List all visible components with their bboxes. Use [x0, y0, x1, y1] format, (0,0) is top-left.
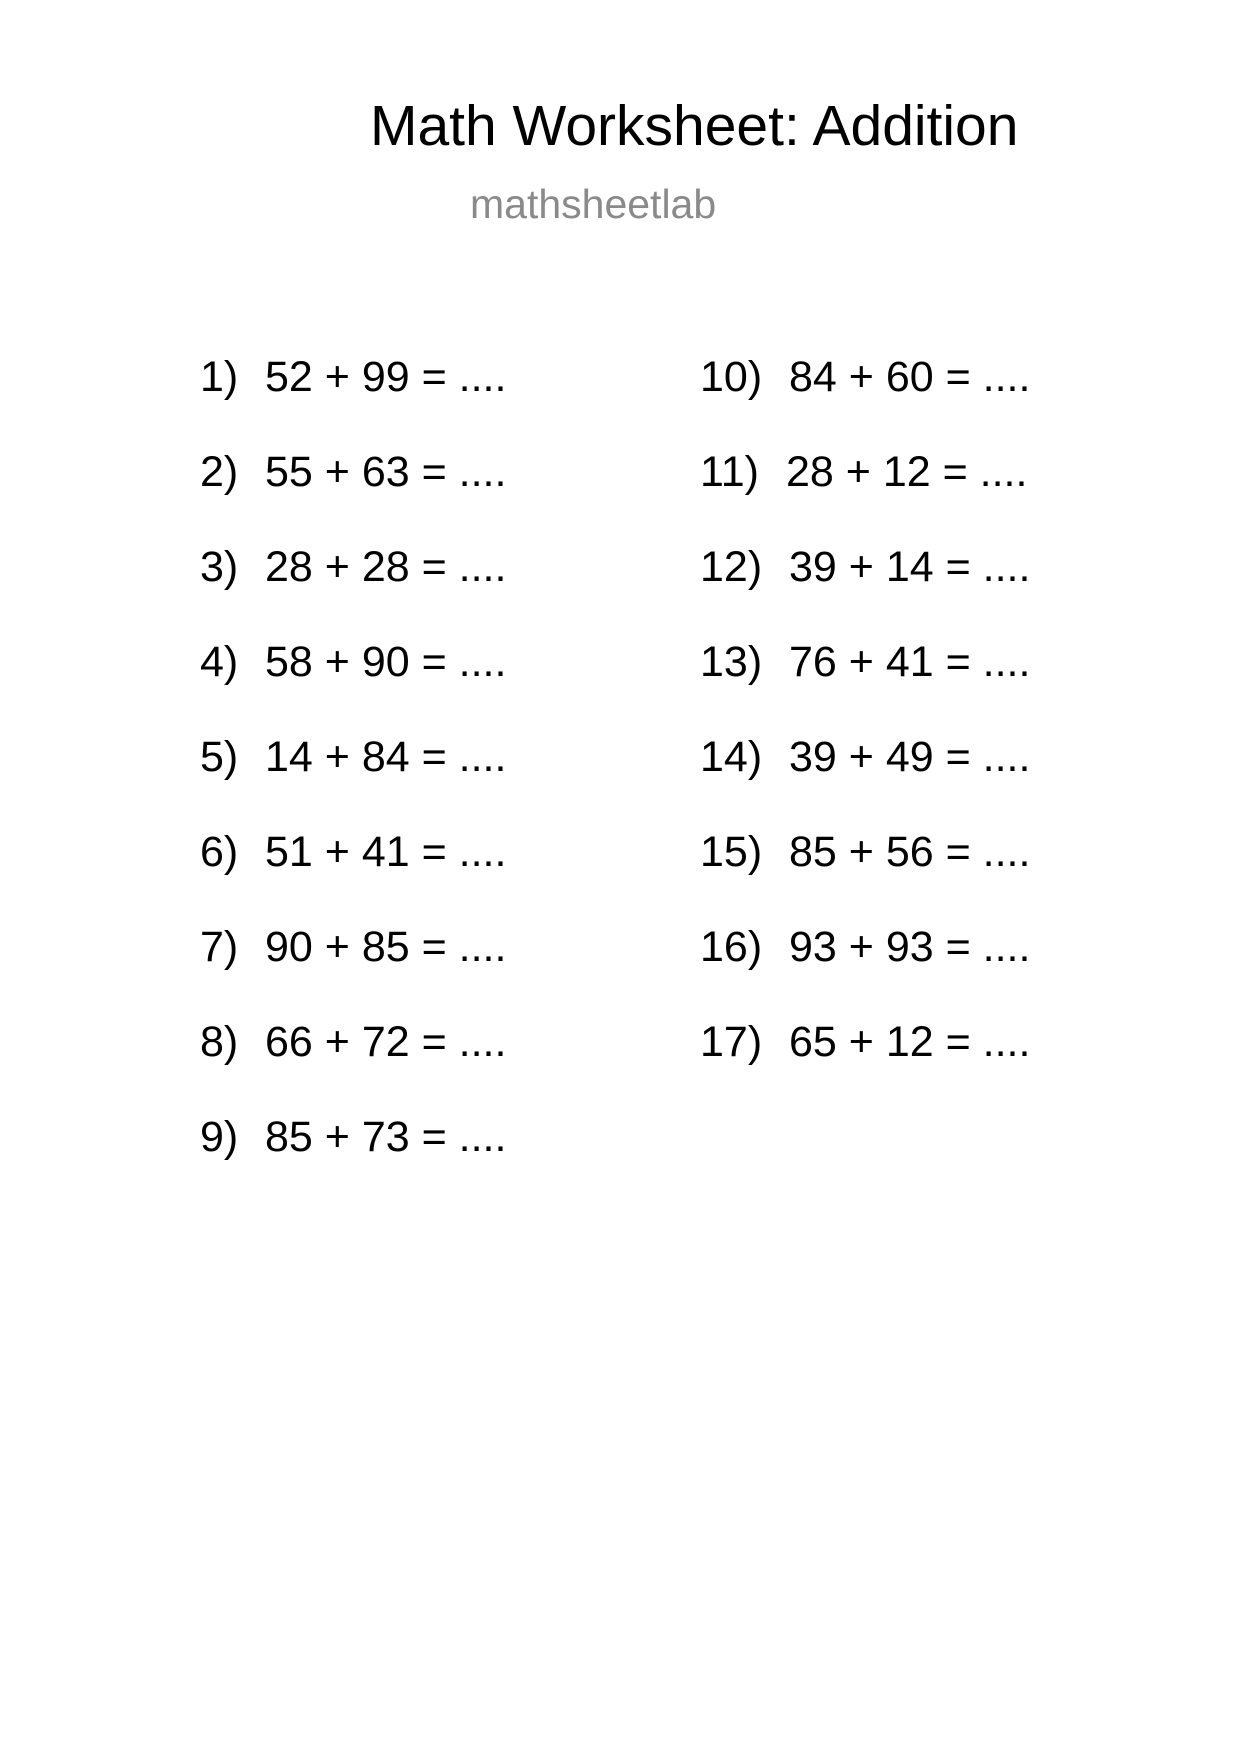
- problem-number: 10): [700, 353, 763, 401]
- problem-expression: 58 + 90 = ....: [265, 638, 507, 686]
- problem-number: 5): [200, 733, 239, 781]
- page-title: Math Worksheet: Addition: [370, 94, 1019, 158]
- problem-expression: 93 + 93 = ....: [789, 923, 1031, 971]
- problem-expression: 28 + 28 = ....: [265, 543, 507, 591]
- problem-number: 3): [200, 543, 239, 591]
- problem-expression: 66 + 72 = ....: [265, 1018, 507, 1066]
- problem-expression: 14 + 84 = ....: [265, 733, 507, 781]
- problem-item: [200, 353, 507, 401]
- problem-item: [700, 543, 1031, 591]
- problem-expression: 52 + 99 = ....: [265, 353, 507, 401]
- problem-number: 7): [200, 923, 239, 971]
- problem-item: [700, 448, 1028, 496]
- problem-expression: 85 + 56 = ....: [789, 828, 1031, 876]
- problem-item: [700, 923, 1031, 971]
- problem-expression: 55 + 63 = ....: [265, 448, 507, 496]
- problem-item: [700, 1018, 1031, 1066]
- problem-item: [700, 353, 1031, 401]
- problem-number: 6): [200, 828, 239, 876]
- problem-item: [200, 1113, 507, 1161]
- problem-number: 9): [200, 1113, 239, 1161]
- problem-number: 14): [700, 733, 763, 781]
- problem-number: 17): [700, 1018, 763, 1066]
- problem-number: 8): [200, 1018, 239, 1066]
- problem-expression: 28 + 12 = ....: [786, 448, 1028, 496]
- problem-number: 2): [200, 448, 239, 496]
- problem-expression: 76 + 41 = ....: [789, 638, 1031, 686]
- problem-expression: 90 + 85 = ....: [265, 923, 507, 971]
- problem-number: 4): [200, 638, 239, 686]
- problem-item: [200, 543, 507, 591]
- problem-item: [200, 448, 507, 496]
- problem-item: [200, 638, 507, 686]
- problem-number: 13): [700, 638, 763, 686]
- problem-expression: 85 + 73 = ....: [265, 1113, 507, 1161]
- problem-item: [700, 638, 1031, 686]
- problem-number: 1): [200, 353, 239, 401]
- problem-expression: 84 + 60 = ....: [789, 353, 1031, 401]
- problem-expression: 39 + 49 = ....: [789, 733, 1031, 781]
- problem-number: 16): [700, 923, 763, 971]
- problem-number: 15): [700, 828, 763, 876]
- problem-item: [700, 733, 1031, 781]
- problem-item: [200, 733, 507, 781]
- problem-number: 11): [700, 448, 759, 496]
- problem-item: [200, 828, 507, 876]
- problem-item: [200, 923, 507, 971]
- problem-item: [700, 828, 1031, 876]
- page-subtitle: mathsheetlab: [470, 181, 717, 227]
- problem-number: 12): [700, 543, 763, 591]
- problem-expression: 65 + 12 = ....: [789, 1018, 1031, 1066]
- problem-item: [200, 1018, 507, 1066]
- problem-expression: 51 + 41 = ....: [265, 828, 507, 876]
- problem-expression: 39 + 14 = ....: [789, 543, 1031, 591]
